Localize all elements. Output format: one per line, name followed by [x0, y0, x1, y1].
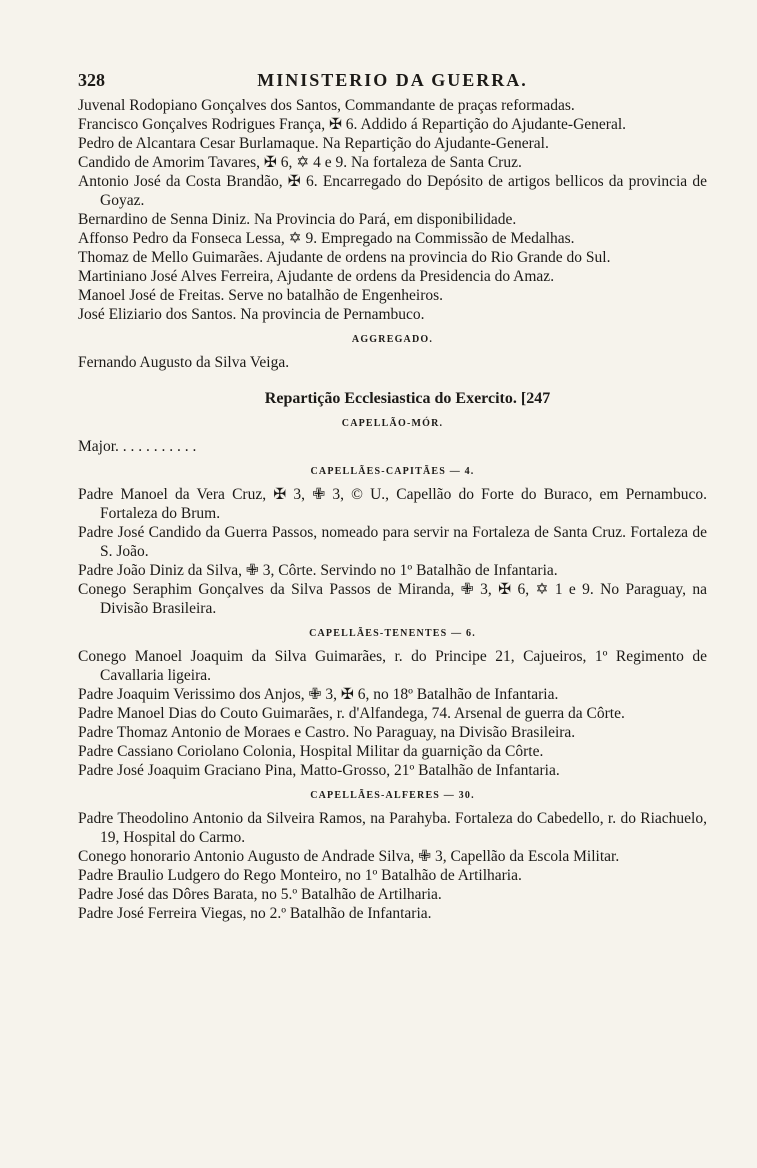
capitaes-list	[78, 485, 707, 618]
tenentes-heading: CAPELLÃES-TENENTES — 6.	[309, 628, 476, 639]
page-header	[78, 70, 707, 96]
list-item: Padre Joaquim Verissimo dos Anjos, ✙ 3, ✠ 6, no 18º Batalhão de Infantaria.	[78, 686, 559, 703]
list-item: Juvenal Rodopiano Gonçalves dos Santos, Commandante de praças reformadas.	[78, 97, 575, 114]
list-item: Candido de Amorim Tavares, ✠ 6, ✡ 4 e 9. Na fortaleza de Santa Cruz.	[78, 154, 522, 171]
list-item: Conego Seraphim Gonçalves da Silva Passos de Miranda, ✙ 3, ✠ 6, ✡ 1 e 9. No Paraguay, na Divisão Brasileira.	[78, 581, 707, 617]
aggregado-entry: Fernando Augusto da Silva Veiga.	[78, 354, 290, 371]
list-item: Manoel José de Freitas. Serve no batalhão de Engenheiros.	[78, 287, 444, 304]
alferes-heading: CAPELLÃES-ALFERES — 30.	[310, 790, 475, 801]
list-item: Padre José Ferreira Viegas, no 2.º Batalhão de Infantaria.	[78, 905, 432, 922]
list-item: Pedro de Alcantara Cesar Burlamaque. Na Repartição do Ajudante-General.	[78, 135, 549, 152]
list-item: Padre Cassiano Coriolano Colonia, Hospital Militar da guarnição da Côrte.	[78, 743, 544, 760]
list-item: Padre Manoel da Vera Cruz, ✠ 3, ✙ 3, © U., Capellão do Forte do Buraco, em Pernambuco. Fortaleza do Brum.	[78, 486, 707, 522]
list-item: Thomaz de Mello Guimarães. Ajudante de ordens na provincia do Rio Grande do Sul.	[78, 249, 611, 266]
list-item: Padre José Joaquim Graciano Pina, Matto-Grosso, 21º Batalhão de Infantaria.	[78, 762, 560, 779]
list-item: Conego Manoel Joaquim da Silva Guimarães, r. do Principe 21, Cajueiros, 1º Regimento de Cavallaria ligeira.	[78, 648, 707, 684]
list-item: Padre Thomaz Antonio de Moraes e Castro. No Paraguay, na Divisão Brasileira.	[78, 724, 576, 741]
aggregado-heading: AGGREGADO.	[351, 334, 434, 345]
list-item: Padre João Diniz da Silva, ✙ 3, Côrte. Servindo no 1º Batalhão de Infantaria.	[78, 562, 558, 579]
list-item: Affonso Pedro da Fonseca Lessa, ✡ 9. Empregado na Commissão de Medalhas.	[78, 230, 575, 247]
list-item: Padre José das Dôres Barata, no 5.º Batalhão de Artilharia.	[78, 886, 442, 903]
section-heading: Repartição Ecclesiastica do Exercito. [247	[264, 390, 551, 407]
list-item: Martiniano José Alves Ferreira, Ajudante de ordens da Presidencia do Amaz.	[78, 268, 555, 285]
list-item: Francisco Gonçalves Rodrigues França, ✠ 6. Addido á Repartição do Ajudante-General.	[78, 116, 627, 133]
capellao-mor-entry: Major. . . . . . . . . . .	[78, 438, 197, 455]
list-item: Padre Manoel Dias do Couto Guimarães, r. d'Alfandega, 74. Arsenal de guerra da Côrte.	[78, 705, 625, 722]
list-item: Conego honorario Antonio Augusto de Andrade Silva, ✙ 3, Capellão da Escola Militar.	[78, 848, 620, 865]
page-number: 328	[78, 70, 105, 90]
list-item: Padre Theodolino Antonio da Silveira Ramos, na Parahyba. Fortaleza do Cabedello, r. do Riachuelo, 19, Hospital do Carmo.	[78, 810, 707, 846]
top-entries	[78, 96, 707, 324]
list-item: José Eliziario dos Santos. Na provincia de Pernambuco.	[78, 306, 425, 323]
list-item: Antonio José da Costa Brandão, ✠ 6. Encarregado do Depósito de artigos bellicos da provincia de Goyaz.	[78, 173, 707, 209]
list-item: Bernardino de Senna Diniz. Na Provincia do Pará, em disponibilidade.	[78, 211, 517, 228]
capitaes-heading: CAPELLÃES-CAPITÃES — 4.	[310, 466, 475, 477]
list-item: Padre José Candido da Guerra Passos, nomeado para servir na Fortaleza de Santa Cruz. Fortaleza de S. João.	[78, 524, 707, 560]
capellao-mor-heading: CAPELLÃO-MÓR.	[341, 418, 444, 429]
alferes-list	[78, 809, 707, 923]
list-item: Padre Braulio Ludgero do Rego Monteiro, no 1º Batalhão de Artilharia.	[78, 867, 522, 884]
running-title: MINISTERIO DA GUERRA.	[257, 70, 528, 90]
tenentes-list	[78, 647, 707, 780]
